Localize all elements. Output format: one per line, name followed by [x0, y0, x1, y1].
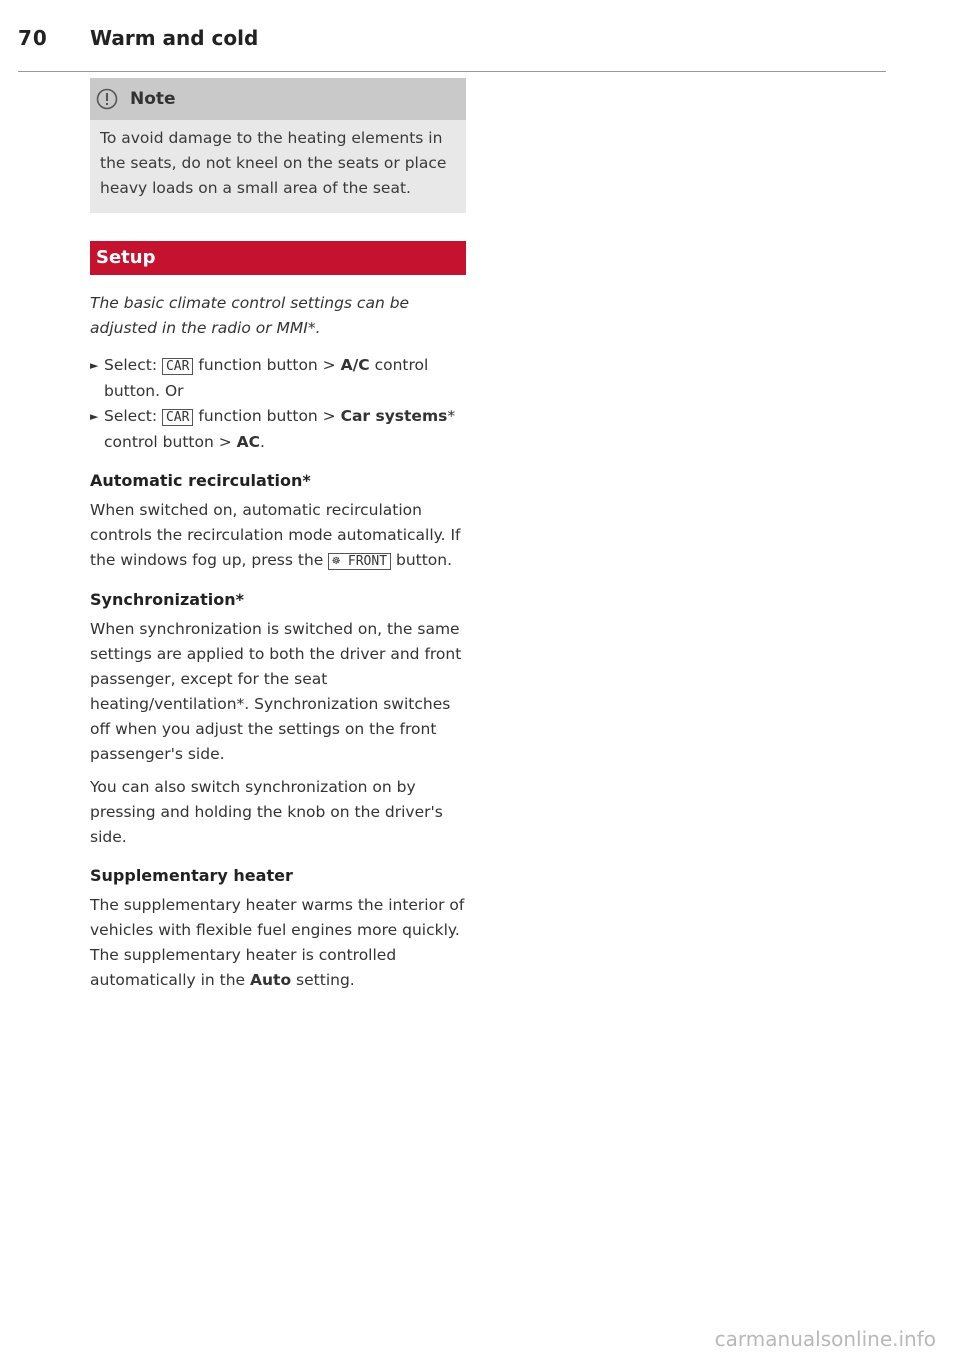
bullet-arrow-icon: ►	[90, 410, 99, 423]
heater-text	[90, 893, 466, 993]
page-header	[0, 22, 960, 62]
note-title: Note	[130, 89, 176, 109]
ac-label: AC	[236, 433, 260, 451]
header-divider	[18, 71, 886, 72]
note-header	[90, 78, 466, 120]
recirculation-text	[90, 498, 466, 574]
step-item	[90, 404, 466, 455]
synchronization-text-2: You can also switch synchronization on by pressing and holding the knob on the driver's side.	[90, 778, 443, 846]
auto-label: Auto	[250, 971, 292, 989]
car-key-label: CAR	[162, 358, 193, 375]
step-text: .	[260, 433, 265, 451]
step-text: Select:	[104, 356, 162, 374]
body-text: The supplementary heater warms the interior of vehicles with flexible fuel engines more quickly. The supplementary heater is controlled automatically in the	[90, 896, 465, 989]
subheading-supplementary-heater: Supplementary heater	[90, 866, 293, 885]
step-item	[90, 353, 466, 404]
step-text: Select:	[104, 407, 162, 425]
step-text: control button. Or	[104, 356, 429, 400]
setup-intro: The basic climate control settings can be adjusted in the radio or MMI*.	[90, 294, 410, 337]
footnote-star: *	[447, 407, 456, 425]
step-text: control button >	[104, 433, 237, 451]
body-text: setting.	[291, 971, 355, 989]
car-key-label: CAR	[162, 409, 193, 426]
car-systems-label: Car systems	[340, 407, 448, 425]
front-defrost-key-label: ☸ FRONT	[328, 553, 391, 570]
synchronization-text: When synchronization is switched on, the same settings are applied to both the driver and front passenger, except for the seat heating/ventilation*. Synchronization switches off when you adjust the settings on the front passenger's side.	[90, 620, 462, 763]
page-number: 70	[18, 26, 48, 50]
content-column	[90, 78, 466, 1001]
ac-label: A/C	[340, 356, 370, 374]
chapter-title: Warm and cold	[90, 26, 259, 50]
subheading-synchronization: Synchronization*	[90, 590, 244, 609]
exclamation-circle-icon	[96, 88, 118, 110]
watermark: carmanualsonline.info	[714, 1327, 936, 1351]
note-text: To avoid damage to the heating elements in the seats, do not kneel on the seats or place heavy loads on a small area of the seat.	[100, 129, 447, 197]
body-text: button.	[391, 551, 453, 569]
step-text: function button >	[193, 356, 341, 374]
body-text: When switched on, automatic recirculation controls the recirculation mode automatically. If the windows fog up, press the	[90, 501, 461, 569]
note-box	[90, 78, 466, 213]
subheading-recirculation: Automatic recirculation*	[90, 471, 311, 490]
section-heading-setup: Setup	[90, 241, 466, 275]
step-text: function button >	[193, 407, 341, 425]
bullet-arrow-icon: ►	[90, 359, 99, 372]
steps-list	[90, 353, 466, 455]
